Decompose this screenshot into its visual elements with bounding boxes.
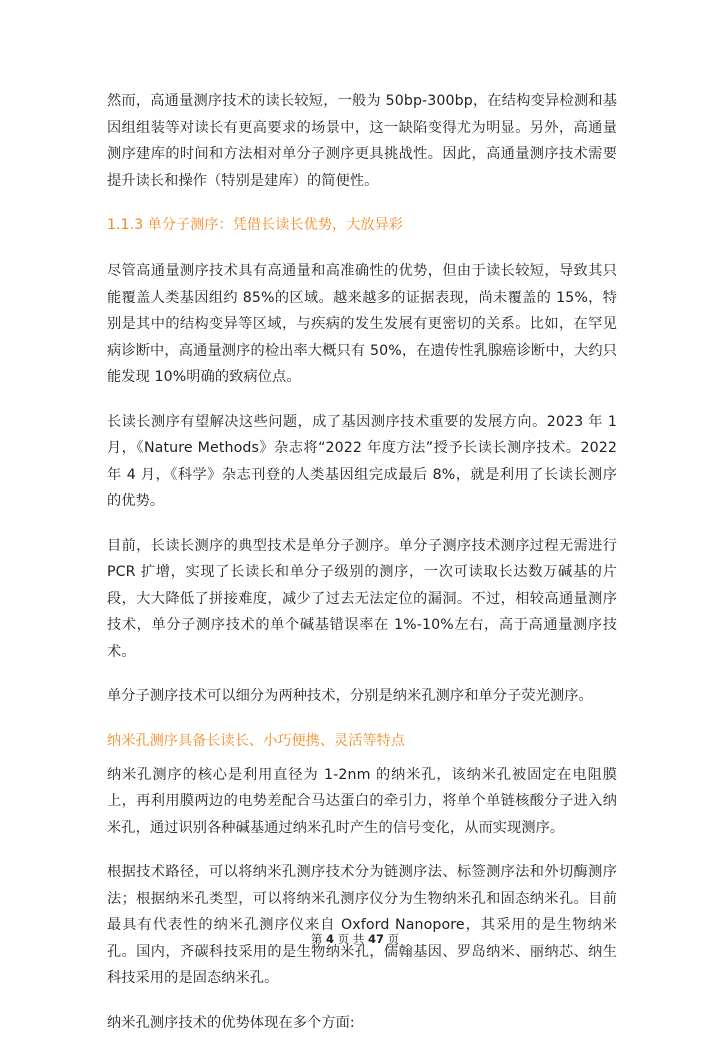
section-heading: 1.1.3 单分子测序：凭借长读长优势，大放异彩 [107,217,403,233]
current-page-number: 4 [326,932,335,946]
footer-suffix: 页 [387,932,400,946]
total-page-count: 47 [367,932,384,946]
paragraph: 长读长测序有望解决这些问题，成了基因测序技术重要的发展方向。2023 年 1 月，《Nature Methods》杂志将“2022 年度方法”授予长读长测序技术。2022 年 4 月，《科学》杂志刊登的人类基因组完成最后 8%，就是利用了长读长测序的优势。 [107,413,617,509]
paragraph: 单分子测序技术可以细分为两种技术，分别是纳米孔测序和单分子荧光测序。 [107,688,593,704]
paragraph: 尽管高通量测序技术具有高通量和高准确性的优势，但由于读长较短，导致其只能覆盖人类基因组约 85%的区域。越来越多的证据表现，尚未覆盖的 15%，特别是其中的结构变异等区域，与疾病的发生发展有更密切的关系。比如，在罕见病诊断中，高通量测序的检出率大概只有 50%，在遗传性乳腺癌诊断中，大约只能发现 10%明确的致病位点。 [107,263,617,385]
footer-prefix: 第 [310,932,323,946]
document-body [107,88,617,1054]
paragraph: 纳米孔测序技术的优势体现在多个方面: [107,1014,355,1031]
paragraph: 目前，长读长测序的典型技术是单分子测序。单分子测序技术测序过程无需进行 PCR 扩增，实现了长读长和单分子级别的测序，一次可读取长达数万碱基的片段，大大降低了拼接难度，减少了过去无法定位的漏洞。不过，相较高通量测序技术，单分子测序技术的单个碱基错误率在 1%-10%左右，高于高通量测序技术。 [107,537,617,660]
page-footer [0,931,710,947]
paragraph: 然而，高通量测序技术的读长较短，一般为 50bp-300bp，在结构变异检测和基因组组装等对读长有更高要求的场景中，这一缺陷变得尤为明显。另外，高通量测序建库的时间和方法相对单分子测序更具挑战性。因此，高通量测序技术需要提升读长和操作（特别是建库）的简便性。 [107,93,617,189]
paragraph: 根据技术路径，可以将纳米孔测序技术分为链测序法、标签测序法和外切酶测序法；根据纳米孔类型，可以将纳米孔测序仪分为生物纳米孔和固态纳米孔。目前最具有代表性的纳米孔测序仪来自 Oxford Nanopore，其采用的是生物纳米孔。国内，齐碳科技采用的是生物纳米孔，儒翰基因、罗岛纳米、丽纳芯、纳生科技采用的是固态纳米孔。 [107,864,617,986]
paragraph: 纳米孔测序的核心是利用直径为 1-2nm 的纳米孔，该纳米孔被固定在电阻膜上，再利用膜两边的电势差配合马达蛋白的牵引力，将单个单链核酸分子进入纳米孔，通过识别各种碱基通过纳米孔时产生的信号变化，从而实现测序。 [107,766,617,836]
footer-middle: 页 共 [337,932,365,946]
subsection-heading: 纳米孔测序具备长读长、小巧便携、灵活等特点 [107,732,405,749]
